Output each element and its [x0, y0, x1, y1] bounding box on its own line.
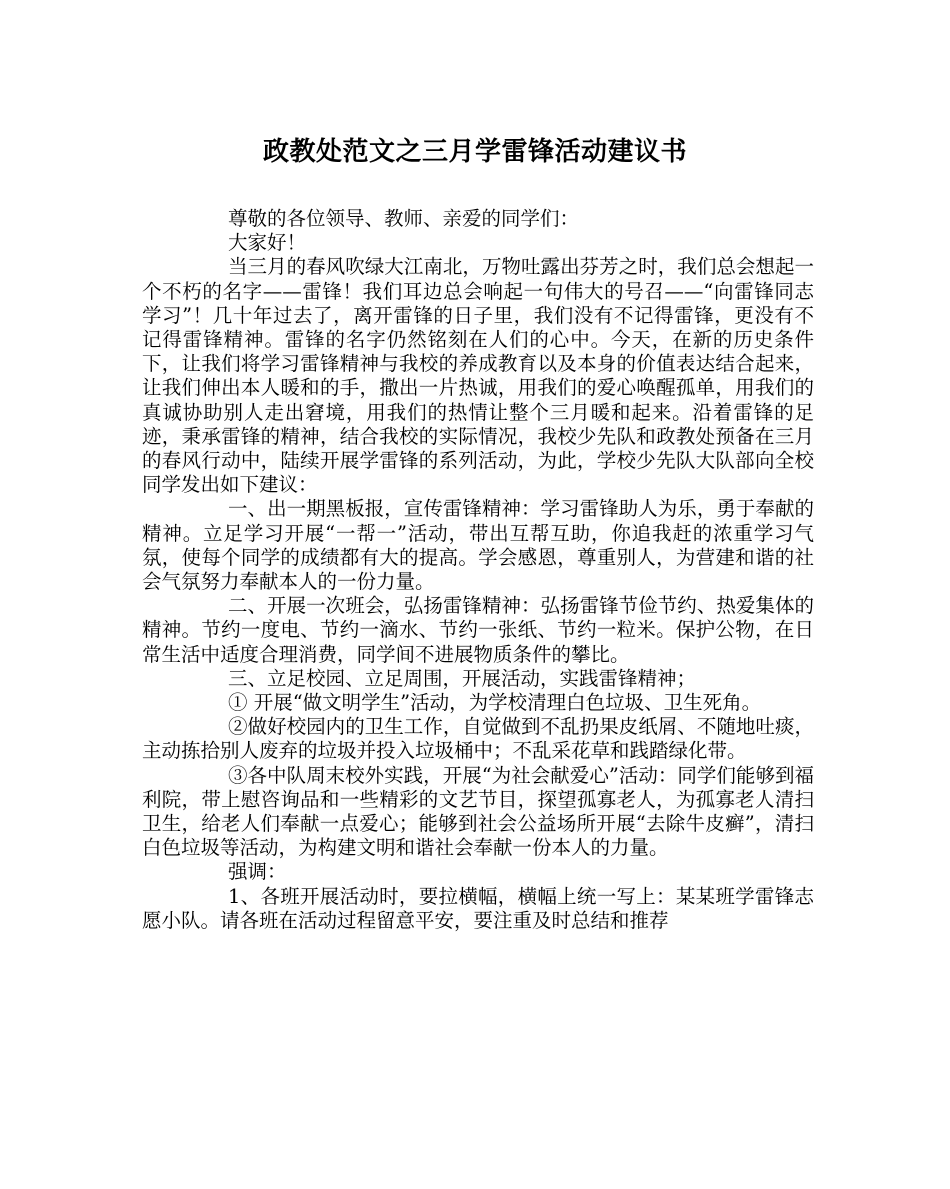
proposal-item-1: 一、出一期黑板报，宣传雷锋精神：学习雷锋助人为乐，勇于奉献的精神。立足学习开展“一帮一”活动，带出互帮互助，你追我赶的浓重学习气氛，使每个同学的成绩都有大的提高。学会感恩，尊重别人，为营建和谐的社会气氛努力奉献本人的一份力量。: [142, 497, 814, 594]
emphasis-heading: 强调：: [228, 860, 287, 884]
document-title: 政教处范文之三月学雷锋活动建议书: [262, 137, 687, 167]
greeting: 大家好！: [228, 231, 307, 255]
sub-item-1: ① 开展“做文明学生”活动，为学校清理白色垃圾、卫生死角。: [228, 691, 762, 715]
sub-item-2: ②做好校园内的卫生工作，自觉做到不乱扔果皮纸屑、不随地吐痰，主动拣拾别人废弃的垃圾并投入垃圾桶中；不乱采花草和践踏绿化带。: [142, 715, 814, 763]
intro-paragraph: 当三月的春风吹绿大江南北，万物吐露出芬芳之时，我们总会想起一个不朽的名字——雷锋！我们耳边总会响起一句伟大的号召——“向雷锋同志学习”！几十年过去了，离开雷锋的日子里，我们没有不记得雷锋，更没有不记得雷锋精神。雷锋的名字仍然铭刻在人们的心中。今天，在新的历史条件下，让我们将学习雷锋精神与我校的养成教育以及本身的价值表达结合起来，让我们伸出本人暖和的手，撒出一片热诚，用我们的爱心唤醒孤单，用我们的真诚协助别人走出窘境，用我们的热情让整个三月暖和起来。沿着雷锋的足迹，秉承雷锋的精神，结合我校的实际情况，我校少先队和政教处预备在三月的春风行动中，陆续开展学雷锋的系列活动，为此，学校少先队大队部向全校同学发出如下建议：: [142, 255, 814, 497]
document-body: [142, 207, 814, 933]
proposal-item-2: 二、开展一次班会，弘扬雷锋精神：弘扬雷锋节俭节约、热爱集体的精神。节约一度电、节约一滴水、节约一张纸、节约一粒米。保护公物，在日常生活中适度合理消费，同学间不进展物质条件的攀比。: [142, 594, 814, 666]
salutation: 尊敬的各位领导、教师、亲爱的同学们：: [228, 207, 580, 230]
emphasis-item-1: 1、各班开展活动时，要拉横幅，横幅上统一写上：某某班学雷锋志愿小队。请各班在活动过程留意平安，要注重及时总结和推荐: [142, 884, 814, 932]
proposal-item-3: 三、立足校园、立足周围，开展活动，实践雷锋精神；: [228, 666, 697, 690]
sub-item-3: ③各中队周末校外实践，开展“为社会献爱心”活动：同学们能够到福利院，带上慰咨询品和一些精彩的文艺节目，探望孤寡老人，为孤寡老人清扫卫生，给老人们奉献一点爱心；能够到社会公益场所开展“去除牛皮癣”，清扫白色垃圾等活动，为构建文明和谐社会奉献一份本人的力量。: [142, 763, 814, 860]
